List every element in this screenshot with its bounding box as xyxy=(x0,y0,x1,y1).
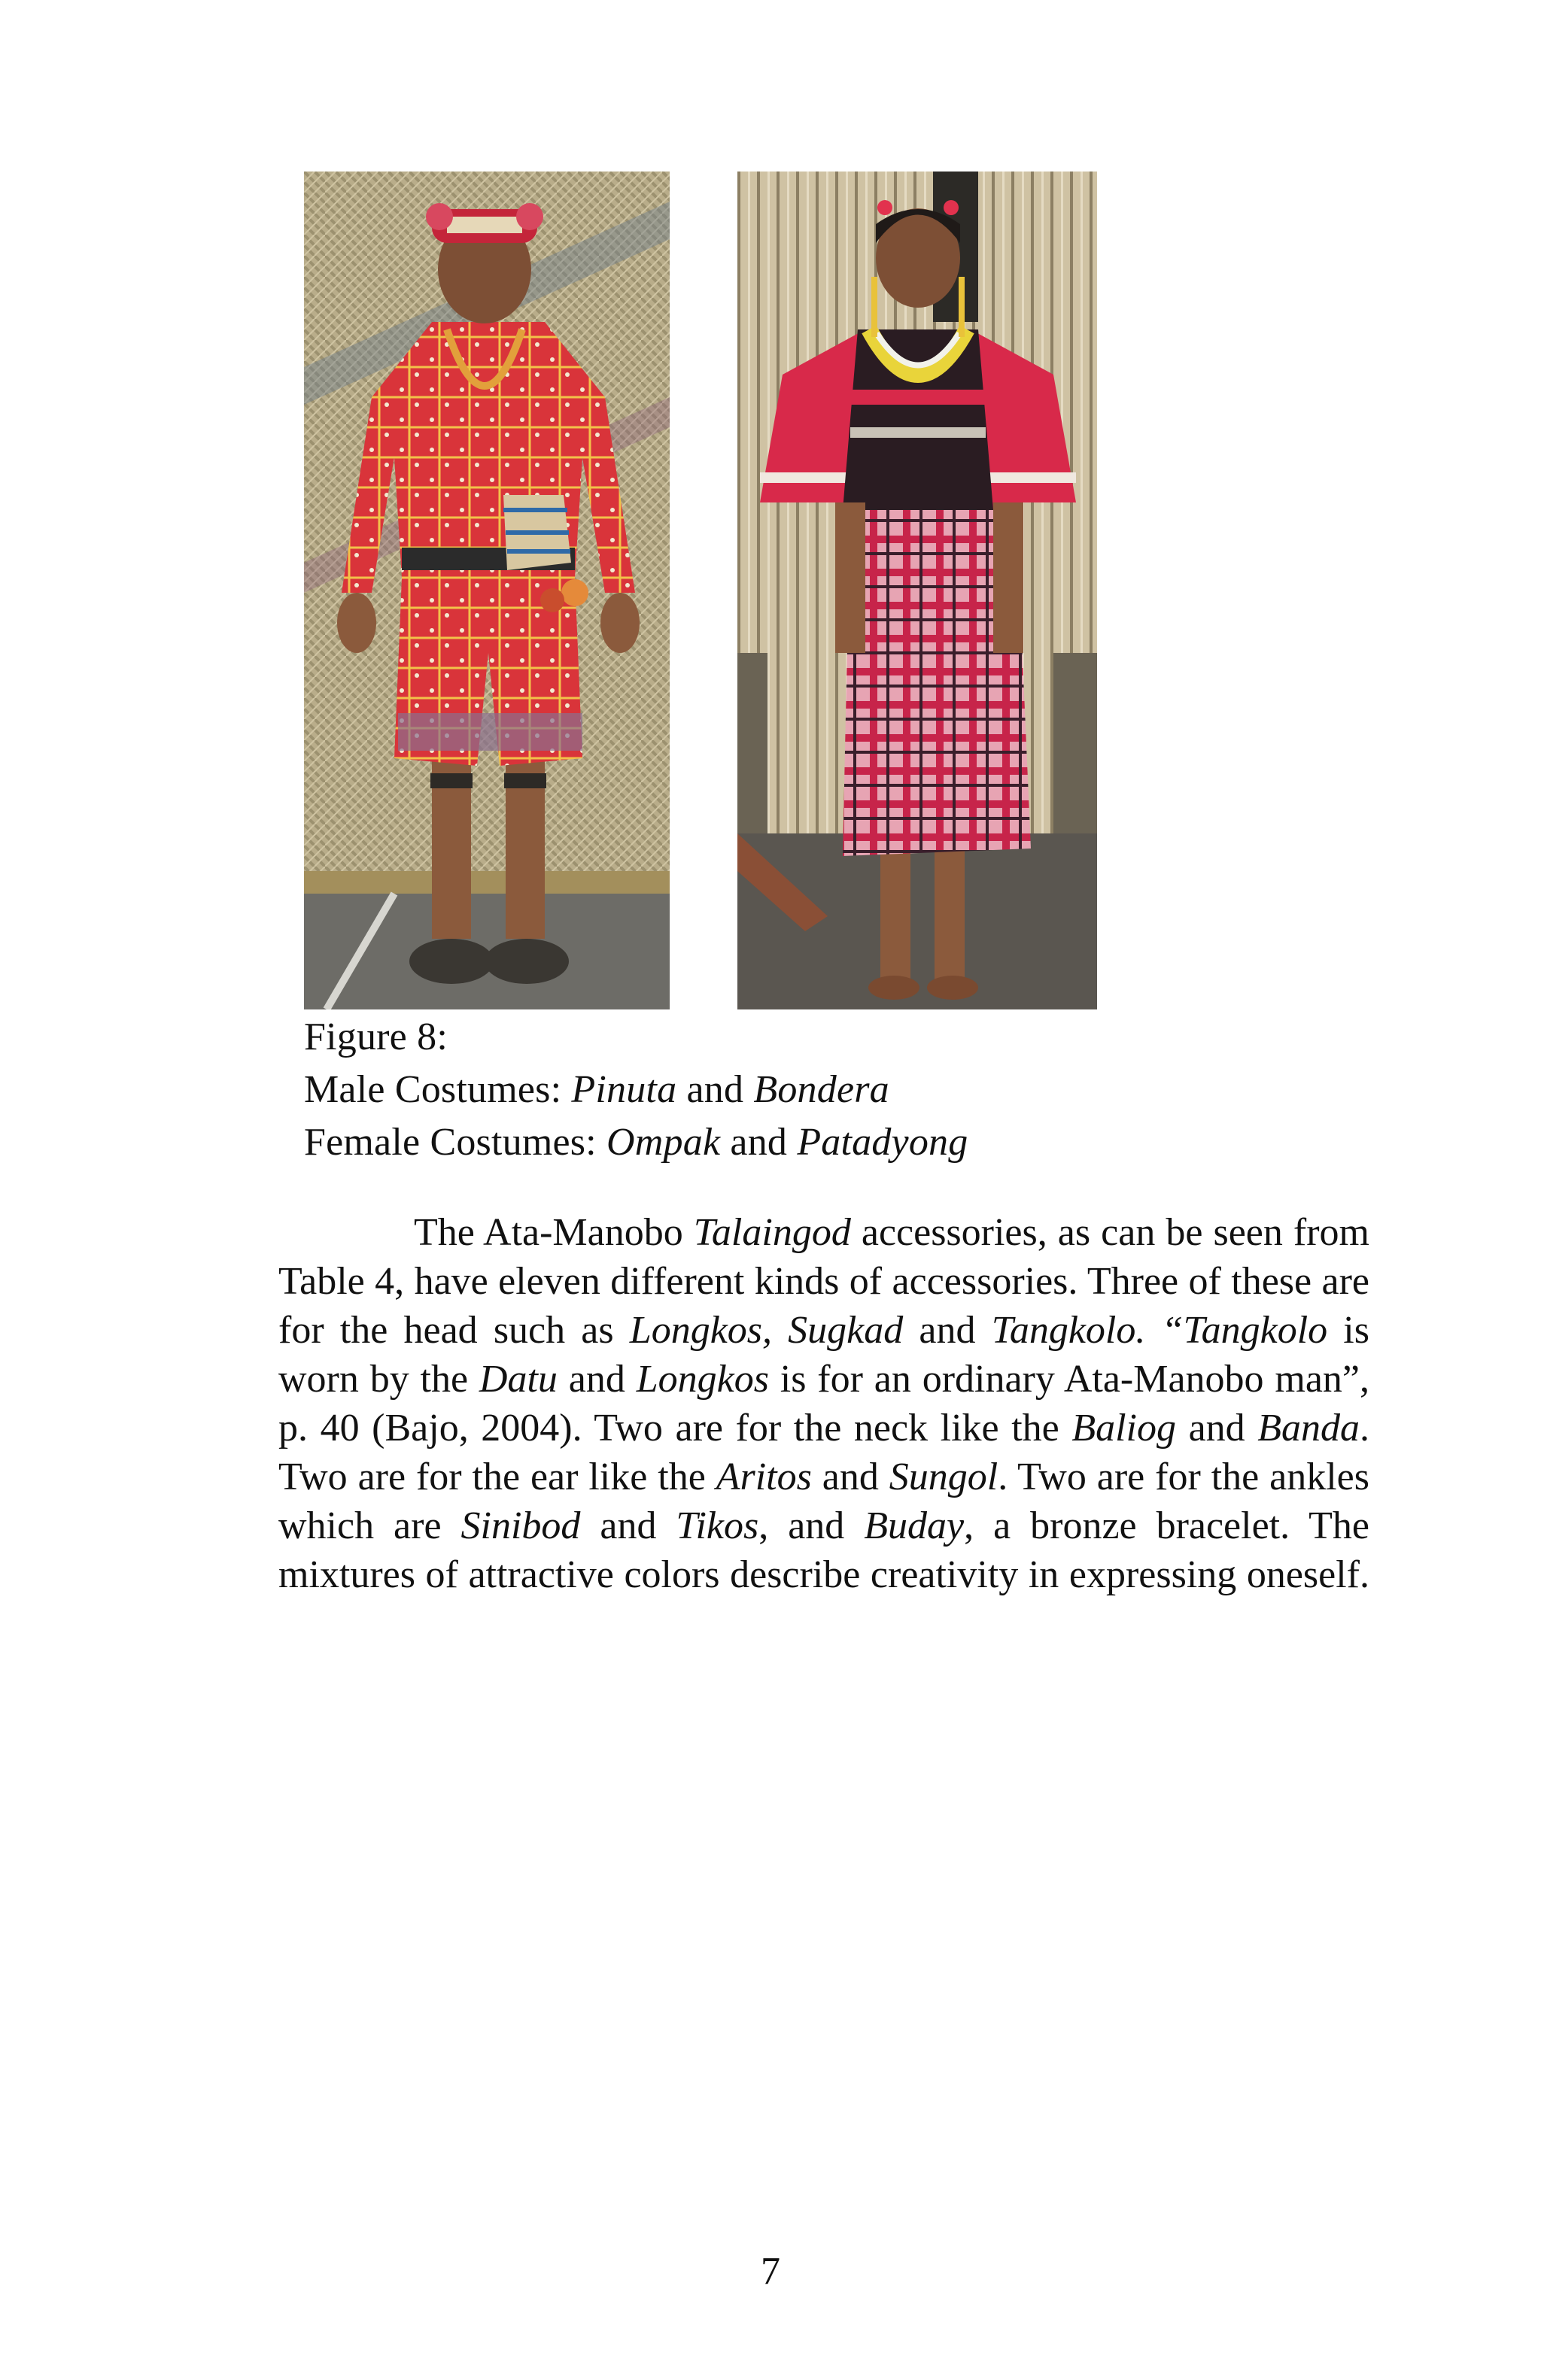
italic-term: Banda xyxy=(1257,1407,1360,1450)
caption-female-line xyxy=(304,1116,968,1169)
paragraph-text: . Two are for the ankles which are xyxy=(278,1456,1369,1547)
italic-term: Longkos, Sugkad xyxy=(629,1309,904,1352)
figure-caption xyxy=(304,1011,968,1169)
paragraph-text: and xyxy=(903,1309,992,1352)
italic-term: “Tangkolo xyxy=(1161,1309,1328,1352)
italic-term: Sungol xyxy=(889,1456,998,1498)
italic-term: Sinibod xyxy=(460,1504,581,1547)
paragraph-text: and xyxy=(811,1456,889,1498)
caption-female-item1: Ompak xyxy=(606,1121,721,1164)
italic-term: Aritos xyxy=(716,1456,812,1498)
paragraph-text: , a bronze bracelet. The mixtures of attractive colors describe creativity in expressing oneself. xyxy=(278,1504,1369,1596)
caption-male-prefix: Male Costumes: xyxy=(304,1068,572,1111)
body-paragraph xyxy=(278,1208,1369,1599)
caption-label: Figure 8: xyxy=(304,1015,448,1058)
page-number: 7 xyxy=(761,2250,780,2293)
caption-female-prefix: Female Costumes: xyxy=(304,1121,607,1164)
paragraph-text: and xyxy=(1175,1407,1258,1450)
paragraph-text: , and xyxy=(758,1504,865,1547)
caption-male-item2: Bondera xyxy=(753,1068,889,1111)
paragraph-text: is for an ordinary Ata-Manobo man”, p. 40 (Bajo, 2004). Two are for the neck like the xyxy=(278,1358,1369,1450)
male-costume-photo xyxy=(304,172,670,1009)
paragraph-text: accessories, as can be seen from Table 4, have eleven different kinds of accessories. Three of these are for the head such as xyxy=(278,1211,1370,1352)
caption-male-line xyxy=(304,1064,968,1116)
caption-male-and: and xyxy=(676,1068,754,1111)
paragraph-text: The Ata-Manobo xyxy=(414,1211,694,1254)
italic-term: Tikos xyxy=(676,1504,759,1547)
paragraph-text xyxy=(1145,1309,1161,1352)
italic-term: Talaingod xyxy=(693,1211,851,1254)
female-costume-photo xyxy=(737,172,1097,1009)
paragraph-text: is worn by the xyxy=(278,1309,1369,1401)
italic-term: Baliog xyxy=(1071,1407,1176,1450)
paragraph-text: and xyxy=(580,1504,676,1547)
paragraph-text: and xyxy=(557,1358,637,1401)
italic-term: Longkos xyxy=(636,1358,769,1401)
caption-female-and: and xyxy=(720,1121,798,1164)
caption-female-item2: Patadyong xyxy=(797,1121,968,1164)
italic-term: Datu xyxy=(479,1358,558,1401)
caption-male-item1: Pinuta xyxy=(571,1068,677,1111)
paragraph-text: . Two are for the ear like the xyxy=(278,1407,1369,1498)
italic-term: Buday xyxy=(864,1504,965,1547)
italic-term: Tangkolo. xyxy=(991,1309,1146,1352)
